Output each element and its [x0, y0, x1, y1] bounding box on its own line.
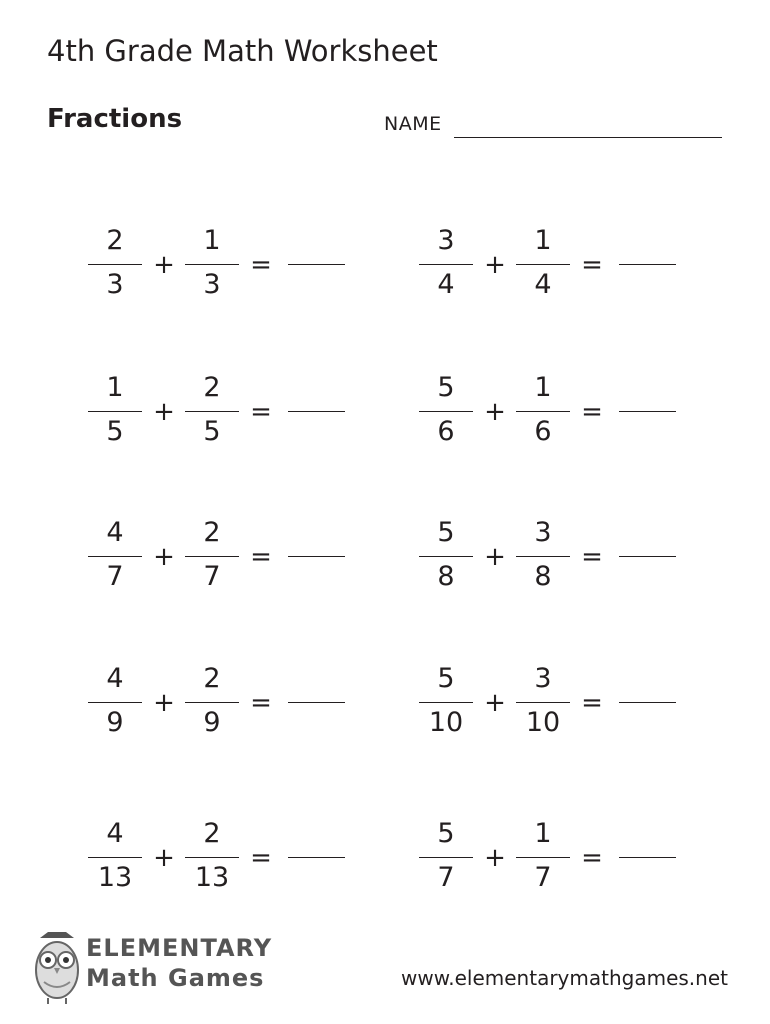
- numerator: 1: [203, 225, 221, 256]
- name-field: [384, 113, 724, 143]
- numerator: 2: [203, 818, 221, 849]
- worksheet-subtitle: Fractions: [47, 104, 183, 134]
- fraction-bar: [185, 857, 239, 858]
- denominator: 8: [437, 561, 455, 592]
- fraction-b: [185, 516, 239, 596]
- equals-sign: =: [581, 542, 603, 572]
- fraction-problem: [88, 224, 348, 304]
- fraction-bar: [185, 264, 239, 265]
- answer-line: [288, 556, 345, 557]
- answer-line: [619, 556, 676, 557]
- fraction-a: [419, 817, 473, 897]
- answer-line: [619, 264, 676, 265]
- fraction-problem: [88, 662, 348, 742]
- fraction-problem: [88, 817, 348, 897]
- fraction-a: [419, 371, 473, 451]
- fraction-bar: [88, 264, 142, 265]
- numerator: 3: [534, 517, 552, 548]
- fraction-bar: [419, 702, 473, 703]
- fraction-bar: [88, 556, 142, 557]
- fraction-a: [419, 516, 473, 596]
- fraction-problem: [419, 371, 679, 451]
- denominator: 4: [437, 269, 455, 300]
- fraction-a: [88, 516, 142, 596]
- equals-sign: =: [250, 250, 272, 280]
- equals-sign: =: [250, 843, 272, 873]
- fraction-b: [185, 817, 239, 897]
- plus-sign: +: [153, 542, 175, 572]
- numerator: 5: [437, 517, 455, 548]
- fraction-problem: [88, 516, 348, 596]
- fraction-problem: [419, 224, 679, 304]
- denominator: 5: [203, 416, 221, 447]
- fraction-bar: [185, 411, 239, 412]
- denominator: 9: [106, 707, 124, 738]
- denominator: 3: [203, 269, 221, 300]
- fraction-problem: [419, 516, 679, 596]
- fraction-bar: [516, 411, 570, 412]
- numerator: 1: [534, 225, 552, 256]
- denominator: 3: [106, 269, 124, 300]
- fraction-b: [185, 371, 239, 451]
- numerator: 4: [106, 517, 124, 548]
- numerator: 1: [534, 372, 552, 403]
- numerator: 3: [437, 225, 455, 256]
- fraction-a: [419, 224, 473, 304]
- fraction-a: [88, 662, 142, 742]
- name-label: NAME: [384, 113, 442, 135]
- fraction-a: [419, 662, 473, 742]
- denominator: 6: [534, 416, 552, 447]
- plus-sign: +: [153, 843, 175, 873]
- answer-line: [288, 264, 345, 265]
- fraction-problem: [88, 371, 348, 451]
- name-write-line: [454, 137, 722, 138]
- logo-text-line1: ELEMENTARY: [86, 934, 273, 962]
- plus-sign: +: [484, 843, 506, 873]
- fraction-bar: [419, 411, 473, 412]
- numerator: 2: [203, 372, 221, 403]
- owl-icon: [26, 926, 88, 1006]
- plus-sign: +: [484, 688, 506, 718]
- numerator: 5: [437, 372, 455, 403]
- numerator: 1: [534, 818, 552, 849]
- plus-sign: +: [153, 397, 175, 427]
- fraction-bar: [88, 702, 142, 703]
- answer-line: [288, 702, 345, 703]
- denominator: 8: [534, 561, 552, 592]
- equals-sign: =: [581, 397, 603, 427]
- numerator: 4: [106, 663, 124, 694]
- worksheet-title: 4th Grade Math Worksheet: [47, 34, 438, 68]
- denominator: 10: [428, 707, 464, 738]
- fraction-problem: [419, 662, 679, 742]
- plus-sign: +: [153, 250, 175, 280]
- answer-line: [619, 702, 676, 703]
- fraction-b: [516, 817, 570, 897]
- fraction-bar: [516, 556, 570, 557]
- equals-sign: =: [581, 688, 603, 718]
- denominator: 7: [203, 561, 221, 592]
- numerator: 4: [106, 818, 124, 849]
- denominator: 5: [106, 416, 124, 447]
- fraction-bar: [185, 556, 239, 557]
- fraction-bar: [88, 857, 142, 858]
- plus-sign: +: [484, 397, 506, 427]
- fraction-bar: [419, 556, 473, 557]
- denominator: 10: [525, 707, 561, 738]
- fraction-a: [88, 224, 142, 304]
- fraction-bar: [185, 702, 239, 703]
- fraction-bar: [516, 264, 570, 265]
- fraction-bar: [419, 264, 473, 265]
- logo-text-line2: Math Games: [86, 964, 265, 992]
- fraction-bar: [419, 857, 473, 858]
- denominator: 13: [194, 862, 230, 893]
- equals-sign: =: [581, 843, 603, 873]
- denominator: 9: [203, 707, 221, 738]
- fraction-b: [516, 516, 570, 596]
- denominator: 7: [437, 862, 455, 893]
- answer-line: [619, 857, 676, 858]
- numerator: 5: [437, 663, 455, 694]
- plus-sign: +: [153, 688, 175, 718]
- fraction-bar: [88, 411, 142, 412]
- website-url: www.elementarymathgames.net: [401, 966, 728, 990]
- fraction-a: [88, 817, 142, 897]
- numerator: 1: [106, 372, 124, 403]
- answer-line: [288, 857, 345, 858]
- fraction-b: [185, 224, 239, 304]
- equals-sign: =: [250, 688, 272, 718]
- equals-sign: =: [250, 542, 272, 572]
- numerator: 3: [534, 663, 552, 694]
- numerator: 2: [203, 663, 221, 694]
- fraction-bar: [516, 702, 570, 703]
- denominator: 4: [534, 269, 552, 300]
- fraction-b: [185, 662, 239, 742]
- fraction-bar: [516, 857, 570, 858]
- answer-line: [619, 411, 676, 412]
- denominator: 6: [437, 416, 455, 447]
- equals-sign: =: [581, 250, 603, 280]
- denominator: 13: [97, 862, 133, 893]
- numerator: 2: [203, 517, 221, 548]
- fraction-b: [516, 224, 570, 304]
- denominator: 7: [106, 561, 124, 592]
- equals-sign: =: [250, 397, 272, 427]
- fraction-problem: [419, 817, 679, 897]
- plus-sign: +: [484, 250, 506, 280]
- numerator: 2: [106, 225, 124, 256]
- elementary-math-games-logo: [26, 926, 273, 1006]
- denominator: 7: [534, 862, 552, 893]
- plus-sign: +: [484, 542, 506, 572]
- fraction-b: [516, 371, 570, 451]
- answer-line: [288, 411, 345, 412]
- fraction-a: [88, 371, 142, 451]
- numerator: 5: [437, 818, 455, 849]
- fraction-b: [516, 662, 570, 742]
